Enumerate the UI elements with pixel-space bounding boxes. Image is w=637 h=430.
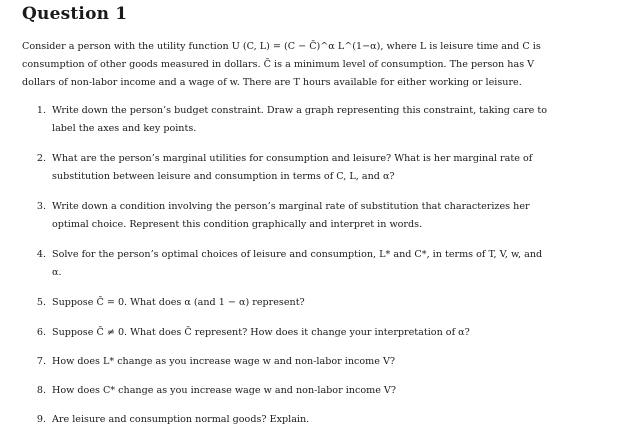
- question-text: [52, 150, 610, 186]
- question-line: How does L* change as you increase wage w and non-labor income V?: [52, 356, 396, 367]
- question-line: Write down a condition involving the person’s marginal rate of substitution that characterizes her: [52, 201, 530, 212]
- question-number: 1.: [36, 105, 46, 116]
- question-line: Write down the person’s budget constraint. Draw a graph representing this constraint, taking care to: [52, 105, 548, 116]
- question-text: [52, 411, 610, 429]
- question-line: optimal choice. Represent this condition graphically and interpret in words.: [52, 219, 423, 230]
- question-line: label the axes and key points.: [52, 123, 197, 134]
- intro-paragraph: [22, 38, 612, 92]
- question-text: [52, 294, 610, 312]
- question-text: [52, 246, 610, 282]
- question-text: [52, 353, 610, 371]
- question-text: [52, 102, 610, 138]
- question-line: How does C* change as you increase wage w and non-labor income V?: [52, 385, 397, 396]
- question-number: 8.: [36, 385, 46, 396]
- question-line: Are leisure and consumption normal goods? Explain.: [52, 414, 310, 425]
- question-number: 2.: [36, 153, 46, 164]
- question-text: [52, 324, 610, 342]
- question-number: 5.: [36, 297, 46, 308]
- intro-line: dollars of non-labor income and a wage of w. There are T hours available for either working or leisure.: [22, 77, 522, 88]
- question-number: 4.: [36, 249, 46, 260]
- question-number: 9.: [36, 414, 46, 425]
- intro-line: consumption of other goods measured in dollars. C̄ is a minimum level of consumption. The person has V: [22, 59, 535, 70]
- page-title: Question 1: [22, 4, 128, 24]
- question-number: 3.: [36, 201, 46, 212]
- question-number: 7.: [36, 356, 46, 367]
- question-line: What are the person’s marginal utilities for consumption and leisure? What is her marginal rate of: [52, 153, 533, 164]
- intro-line: Consider a person with the utility function U (C, L) = (C − C̄)^α L^(1−α), where L is leisure time and C is: [22, 41, 541, 52]
- question-text: [52, 382, 610, 400]
- question-line: substitution between leisure and consumption in terms of C, L, and α?: [52, 171, 395, 182]
- question-line: α.: [52, 267, 62, 278]
- question-line: Suppose C̄ = 0. What does α (and 1 − α) represent?: [52, 297, 305, 308]
- question-line: Solve for the person’s optimal choices of leisure and consumption, L* and C*, in terms of T, V, w, and: [52, 249, 543, 260]
- question-text: [52, 198, 610, 234]
- question-line: Suppose C̄ ≠ 0. What does C̄ represent? How does it change your interpretation of α?: [52, 327, 470, 338]
- question-number: 6.: [36, 327, 46, 338]
